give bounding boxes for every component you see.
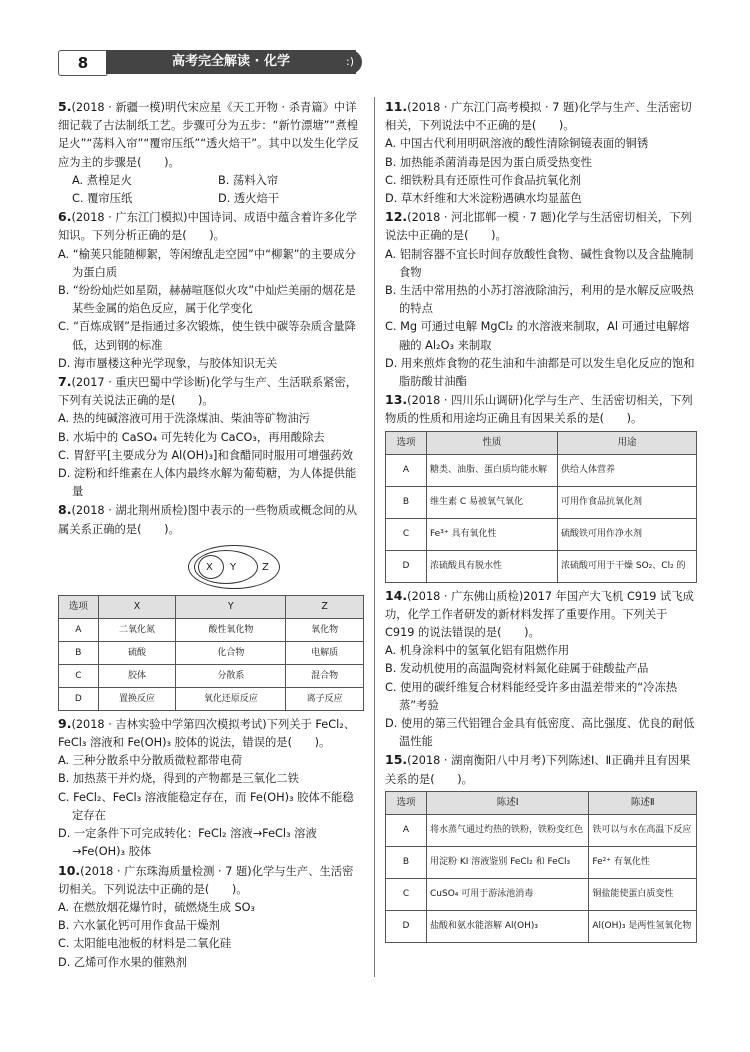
question-10 xyxy=(58,862,364,972)
table-cell: 混合物 xyxy=(286,664,364,687)
table-cell: 铁可以与水在高温下反应 xyxy=(589,814,697,846)
table-row xyxy=(59,618,364,641)
question-number: 15. xyxy=(385,752,408,768)
option-d: D. 淀粉和纤维素在人体内最终水解为葡萄糖，为人体提供能量 xyxy=(58,467,357,499)
table-row xyxy=(386,486,697,518)
question-6 xyxy=(58,208,364,373)
table-row xyxy=(59,687,364,710)
table-row xyxy=(386,846,697,878)
table-cell: 维生素 C 易被氧气氧化 xyxy=(427,486,558,518)
option-c: C. “百炼成钢”是指通过多次锻炼，使生铁中碳等杂质含量降低，达到钢的标准 xyxy=(58,320,356,352)
table-cell: 置换反应 xyxy=(98,687,176,710)
question-stem: (2018 · 广东珠海质量检测 · 7 题)化学与生产、生活密切相关。下列说法中正确的是( )。 xyxy=(58,864,354,896)
option-b: B. 六水氯化钙可用作食品干燥剂 xyxy=(58,919,220,933)
table-cell: C xyxy=(59,664,99,687)
venn-diagram xyxy=(58,541,364,593)
table-header xyxy=(386,431,697,454)
question-stem: (2018 · 湖南衡阳八中月考)下列陈述Ⅰ、Ⅱ正确并且有因果关系的是( )。 xyxy=(385,754,691,786)
question-stem: (2018 · 河北邯郸一模 · 7 题)化学与生活密切相关，下列说法中正确的是( )。 xyxy=(385,211,692,243)
venn-label-z: Z xyxy=(262,561,269,573)
table-cell: Al(OH)₃ 是两性氢氧化物 xyxy=(589,910,697,942)
option-b: B. 生活中常用热的小苏打溶液除油污，利用的是水解反应吸热的特点 xyxy=(385,284,694,316)
left-column xyxy=(58,98,364,972)
option-c: C. 胃舒平[主要成分为 Al(OH)₃]和食醋同时服用可增强药效 xyxy=(58,448,354,462)
option-a: A. 机身涂料中的氢氧化铝有阻燃作用 xyxy=(385,644,570,658)
table-header-cell: 选项 xyxy=(59,595,99,618)
options-table xyxy=(385,791,697,943)
question-number: 9. xyxy=(58,715,72,731)
options-table xyxy=(385,431,697,583)
option-c: C. FeCl₂、FeCl₃ 溶液能稳定存在，而 Fe(OH)₃ 胶体不能稳定存在 xyxy=(58,790,354,822)
question-stem: (2018 · 广东佛山质检)2017 年国产大飞机 C919 试飞成功，化学工作者研发的新材料发挥了重要作用。下列关于 C919 的说法错误的是( )。 xyxy=(385,589,694,640)
question-7 xyxy=(58,373,364,501)
question-stem: (2018 · 广东江门模拟)中国诗词、成语中蕴含着许多化学知识。下列分析正确的是( )。 xyxy=(58,211,358,243)
table-row xyxy=(386,518,697,550)
option-c: C. 覆帘压纸 xyxy=(72,192,133,206)
option-a: A. 三种分散系中分散质微粒都带电荷 xyxy=(58,754,243,768)
table-cell: 电解质 xyxy=(286,641,364,664)
table-header-cell: 选项 xyxy=(386,791,427,814)
table-cell: B xyxy=(59,641,99,664)
table-row xyxy=(386,878,697,910)
table-cell: 将水蒸气通过灼热的铁粉，铁粉变红色 xyxy=(427,814,589,846)
question-stem: (2018 · 广东江门高考模拟 · 7 题)化学与生产、生活密切相关，下列说法中不正确的是( )。 xyxy=(385,101,692,133)
question-number: 13. xyxy=(385,392,408,408)
table-row xyxy=(386,910,697,942)
option-a: A. 在燃放烟花爆竹时，硫燃烧生成 SO₃ xyxy=(58,900,256,914)
table-cell: 离子反应 xyxy=(286,687,364,710)
option-a: A. 铝制容器不宜长时间存放酸性食物、碱性食物以及含盐腌制食物 xyxy=(385,247,694,279)
table-cell: 浓硫酸可用于干燥 SO₂、Cl₂ 的 xyxy=(558,550,697,582)
column-divider xyxy=(374,97,375,977)
question-stem: (2018 · 湖北荆州质检)图中表示的一些物质或概念间的从属关系正确的是( )。 xyxy=(58,504,358,536)
option-c: C. 细铁粉具有还原性可作食品抗氧化剂 xyxy=(385,173,581,187)
table-header-cell: Z xyxy=(286,595,364,618)
table-cell: C xyxy=(386,518,427,550)
page-number: 8 xyxy=(58,50,108,76)
book-title: 高考完全解读 · 化学 xyxy=(106,50,356,74)
table-cell: 胶体 xyxy=(98,664,176,687)
question-number: 8. xyxy=(58,502,72,518)
table-header xyxy=(386,791,697,814)
table-cell: B xyxy=(386,486,427,518)
table-cell: D xyxy=(386,910,427,942)
table-cell: 盐酸和氨水能溶解 Al(OH)₃ xyxy=(427,910,589,942)
table-cell: 糖类、油脂、蛋白质均能水解 xyxy=(427,454,558,486)
table-cell: CuSO₄ 可用于游泳池消毒 xyxy=(427,878,589,910)
table-header-cell: 用途 xyxy=(558,431,697,454)
options-table xyxy=(58,595,364,711)
venn-label-x: X xyxy=(206,561,213,573)
table-header-cell: 性质 xyxy=(427,431,558,454)
table-header-cell: X xyxy=(98,595,176,618)
header-end-mark: :) xyxy=(338,50,362,74)
question-8 xyxy=(58,501,364,710)
table-cell: Fe³⁺ 具有氧化性 xyxy=(427,518,558,550)
table-cell: Fe²⁺ 有氧化性 xyxy=(589,846,697,878)
question-stem: (2018 · 新疆一模)明代宋应星《天工开物 · 杀青篇》中详细记载了古法制纸工艺。步骤可分为五步：“新竹漂塘”“煮楻足火”“荡料入帘”“覆帘压纸”“透火焙干”。其中以发生化学反应为主的步骤是( )。 xyxy=(58,101,359,169)
question-number: 5. xyxy=(58,99,72,114)
option-b: B. 加热蒸干并灼烧，得到的产物都是三氧化二铁 xyxy=(58,772,299,786)
option-b: B. “纷纷灿烂如星陨，赫赫喧豗似火攻”中灿烂美丽的烟花是某些金属的焰色反应，属于化学变化 xyxy=(58,284,356,316)
option-c: C. 太阳能电池板的材料是二氧化硅 xyxy=(58,937,232,951)
venn-label-y: Y xyxy=(230,561,237,573)
table-header-cell: Y xyxy=(176,595,286,618)
table-cell: B xyxy=(386,846,427,878)
question-stem: (2018 · 吉林实验中学第四次模拟考试)下列关于 FeCl₂、FeCl₃ 溶液和 Fe(OH)₃ 胶体的说法，错误的是( )。 xyxy=(58,717,356,750)
question-11 xyxy=(385,98,697,208)
option-c: C. 使用的碳纤维复合材料能经受许多由温差带来的“冷冻热蒸”考验 xyxy=(385,680,678,712)
question-5 xyxy=(58,98,364,208)
table-cell: 二氧化氮 xyxy=(98,618,176,641)
option-d: D. 乙烯可作水果的催熟剂 xyxy=(58,955,187,969)
option-d: D. 海市蜃楼这种光学现象，与胶体知识无关 xyxy=(58,356,278,370)
question-number: 7. xyxy=(58,374,72,390)
table-header-cell: 陈述Ⅰ xyxy=(427,791,589,814)
table-cell: 用淀粉 KI 溶液鉴别 FeCl₂ 和 FeCl₃ xyxy=(427,846,589,878)
table-cell: 铜盐能使蛋白质变性 xyxy=(589,878,697,910)
option-b: B. 荡料入帘 xyxy=(218,173,279,187)
table-row xyxy=(386,454,697,486)
option-d: D. 透火焙干 xyxy=(218,192,280,206)
option-a: A. 热的纯碱溶液可用于洗涤煤油、柴油等矿物油污 xyxy=(58,412,310,426)
question-number: 10. xyxy=(58,862,81,878)
table-cell: A xyxy=(386,814,427,846)
table-row xyxy=(386,814,697,846)
table-cell: 可用作食品抗氧化剂 xyxy=(558,486,697,518)
question-12 xyxy=(385,208,697,391)
question-15 xyxy=(385,751,697,942)
table-cell: D xyxy=(59,687,99,710)
question-14 xyxy=(385,587,697,752)
option-a: A. 煮楻足火 xyxy=(72,173,132,187)
option-b: B. 加热能杀菌消毒是因为蛋白质受热变性 xyxy=(385,155,592,169)
option-d: D. 草木纤维和大米淀粉遇碘水均显蓝色 xyxy=(385,192,582,206)
option-d: D. 一定条件下可完成转化：FeCl₂ 溶液→FeCl₃ 溶液→Fe(OH)₃ 胶体 xyxy=(58,827,317,859)
table-cell: D xyxy=(386,550,427,582)
table-cell: 酸性氧化物 xyxy=(176,618,286,641)
table-cell: 分散系 xyxy=(176,664,286,687)
table-row xyxy=(59,641,364,664)
option-a: A. 中国古代利用明矾溶液的酸性清除铜镜表面的铜锈 xyxy=(385,137,649,151)
table-cell: A xyxy=(386,454,427,486)
right-column xyxy=(385,98,697,947)
table-cell: 氧化物 xyxy=(286,618,364,641)
table-cell: C xyxy=(386,878,427,910)
table-header xyxy=(59,595,364,618)
question-number: 12. xyxy=(385,209,408,225)
table-row xyxy=(386,550,697,582)
option-b: B. 水垢中的 CaSO₄ 可先转化为 CaCO₃，再用酸除去 xyxy=(58,430,325,444)
table-cell: 供给人体营养 xyxy=(558,454,697,486)
question-number: 6. xyxy=(58,209,72,225)
table-header-cell: 陈述Ⅱ xyxy=(589,791,697,814)
table-cell: 硫酸铁可用作净水剂 xyxy=(558,518,697,550)
table-cell: 硫酸 xyxy=(98,641,176,664)
option-d: D. 使用的第三代铝锂合金具有低密度、高比强度、优良的耐低温性能 xyxy=(385,717,695,749)
question-9 xyxy=(58,715,364,862)
table-cell: 浓硫酸具有脱水性 xyxy=(427,550,558,582)
table-cell: 氧化还原反应 xyxy=(176,687,286,710)
question-number: 11. xyxy=(385,99,408,114)
option-d: D. 用来煎炸食物的花生油和牛油都是可以发生皂化反应的饱和脂肪酸甘油酯 xyxy=(385,356,695,389)
option-a: A. “榆荚只能随柳絮，等闲缭乱走空园”中“柳絮”的主要成分为蛋白质 xyxy=(58,247,356,279)
question-13 xyxy=(385,391,697,582)
question-stem: (2017 · 重庆巴蜀中学诊断)化学与生产、生活联系紧密，下列有关说法正确的是( )。 xyxy=(58,376,358,408)
question-number: 14. xyxy=(385,587,408,603)
option-c: C. Mg 可通过电解 MgCl₂ 的水溶液来制取，Al 可通过电解熔融的 Al₂O₃ 来制取 xyxy=(385,320,690,352)
table-cell: A xyxy=(59,618,99,641)
table-cell: 化合物 xyxy=(176,641,286,664)
question-stem: (2018 · 四川乐山调研)化学与生产、生活密切相关，下列物质的性质和用途均正确且有因果关系的是( )。 xyxy=(385,394,693,426)
option-b: B. 发动机使用的高温陶瓷材料氮化硅属于硅酸盐产品 xyxy=(385,662,649,676)
table-header-cell: 选项 xyxy=(386,431,427,454)
table-row xyxy=(59,664,364,687)
